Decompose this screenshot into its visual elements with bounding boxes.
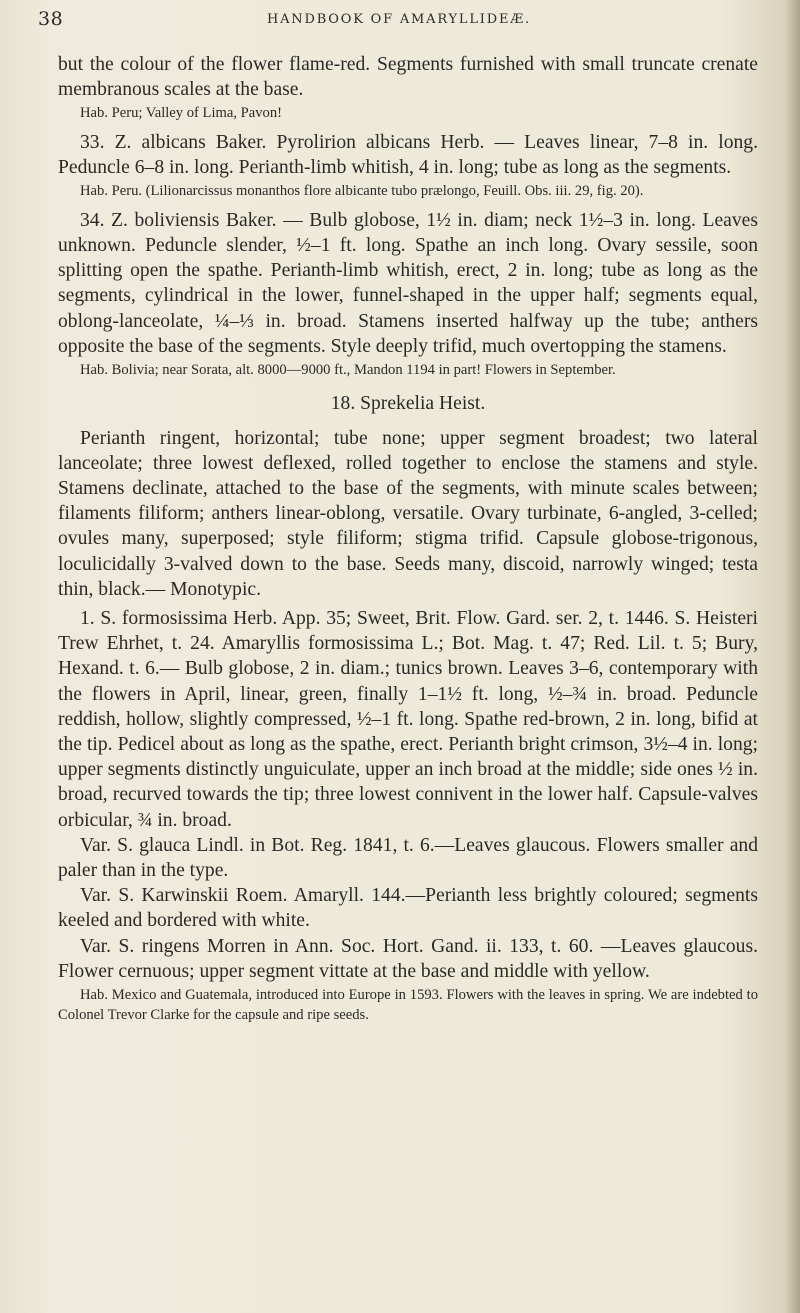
habitat-note: Hab. Bolivia; near Sorata, alt. 8000—9000 ft., Mandon 1194 in part! Flowers in September. [80,362,616,379]
page-gutter-shadow [786,0,800,1313]
habitat-note: Hab. Mexico and Guatemala, introduced into Europe in 1593. Flowers with the leaves in spring. We are indebted to Colonel Trevor Clarke for the capsule and ripe seeds. [58,987,758,1023]
running-header [38,8,760,36]
genus-description: Perianth ringent, horizontal; tube none; upper segment broadest; two lateral lanceolate; three lowest deflexed, rolled together to enclose the stamens and style. Stamens declinate, attached to the base of the segments, with minute scales between; filaments filiform; anthers linear-oblong, versatile. Ovary turbinate, 6-angled, 3-celled; ovules many, superposed; style filiform; stigma trifid. Capsule globose-trigonous, loculicidally 3-valved down to the base. Seeds many, discoid, narrowly winged; testa thin, black.— Monotypic. [58,427,758,600]
genus-heading: 18. Sprekelia Heist. [330,392,486,414]
variety-entry: Var. S. ringens Morren in Ann. Soc. Hort. Gand. ii. 133, t. 60. —Leaves glaucous. Flower cernuous; upper segment vittate at the base and middle with yellow. [58,935,758,982]
paragraph: but the colour of the flower flame-red. Segments furnished with small truncate crenate membranous scales at the base. [58,54,758,101]
species-entry: 33. Z. albicans Baker. Pyrolirion albicans Herb. — Leaves linear, 7–8 in. long. Peduncle 6–8 in. long. Perianth-limb whitish, 4 in. long; tube as long as the segments. [58,131,758,179]
page-body [58,52,758,1031]
species-entry: 34. Z. boliviensis Baker. — Bulb globose, 1½ in. diam; neck 1½–3 in. long. Leaves unknown. Peduncle slender, ½–1 ft. long. Spathe an inch long. Ovary sessile, soon splitting open the spathe. Perianth-limb whitish, erect, 2 in. long; tube as long as the segments, cylindrical in the lower, funnel-shaped in the upper half; segments equal, oblong-lanceolate, ¼–⅓ in. broad. Stamens inserted halfway up the tube; anthers opposite the base of the segments. Style deeply trifid, much overtopping the stamens. [58,209,758,357]
habitat-note: Hab. Peru; Valley of Lima, Pavon! [80,105,282,122]
habitat-note: Hab. Peru. (Lilionarcissus monanthos flore albicante tubo prælongo, Feuill. Obs. iii. 29, fig. 20). [80,183,644,200]
running-title: HANDBOOK OF AMARYLLIDEÆ. [266,12,531,27]
species-entry: 1. S. formosissima Herb. App. 35; Sweet, Brit. Flow. Gard. ser. 2, t. 1446. S. Heisteri Trew Ehrhet, t. 24. Amaryllis formosissima L.; Bot. Mag. t. 47; Red. Lil. t. 5; Bury, Hexand. t. 6.— Bulb globose, 2 in. diam.; tunics brown. Leaves 3–6, contemporary with the flowers in April, linear, green, finally 1–1½ ft. long, ½–¾ in. broad. Peduncle reddish, hollow, slightly compressed, ½–1 ft. long. Spathe red-brown, 2 in. long, bifid at the tip. Pedicel about as long as the spathe, erect. Perianth bright crimson, 3½–4 in. long; upper segments distinctly unguiculate, upper an inch broad at the middle; side ones ½ in. broad, recurved towards the tip; three lowest connivent in the lower half. Capsule-valves orbicular, ¾ in. broad. [58,607,758,831]
variety-entry: Var. S. Karwinskii Roem. Amaryll. 144.—Perianth less brightly coloured; segments keeled and bordered with white. [58,885,758,932]
variety-entry: Var. S. glauca Lindl. in Bot. Reg. 1841, t. 6.—Leaves glaucous. Flowers smaller and paler than in the type. [58,834,758,881]
page-number: 38 [38,8,64,30]
